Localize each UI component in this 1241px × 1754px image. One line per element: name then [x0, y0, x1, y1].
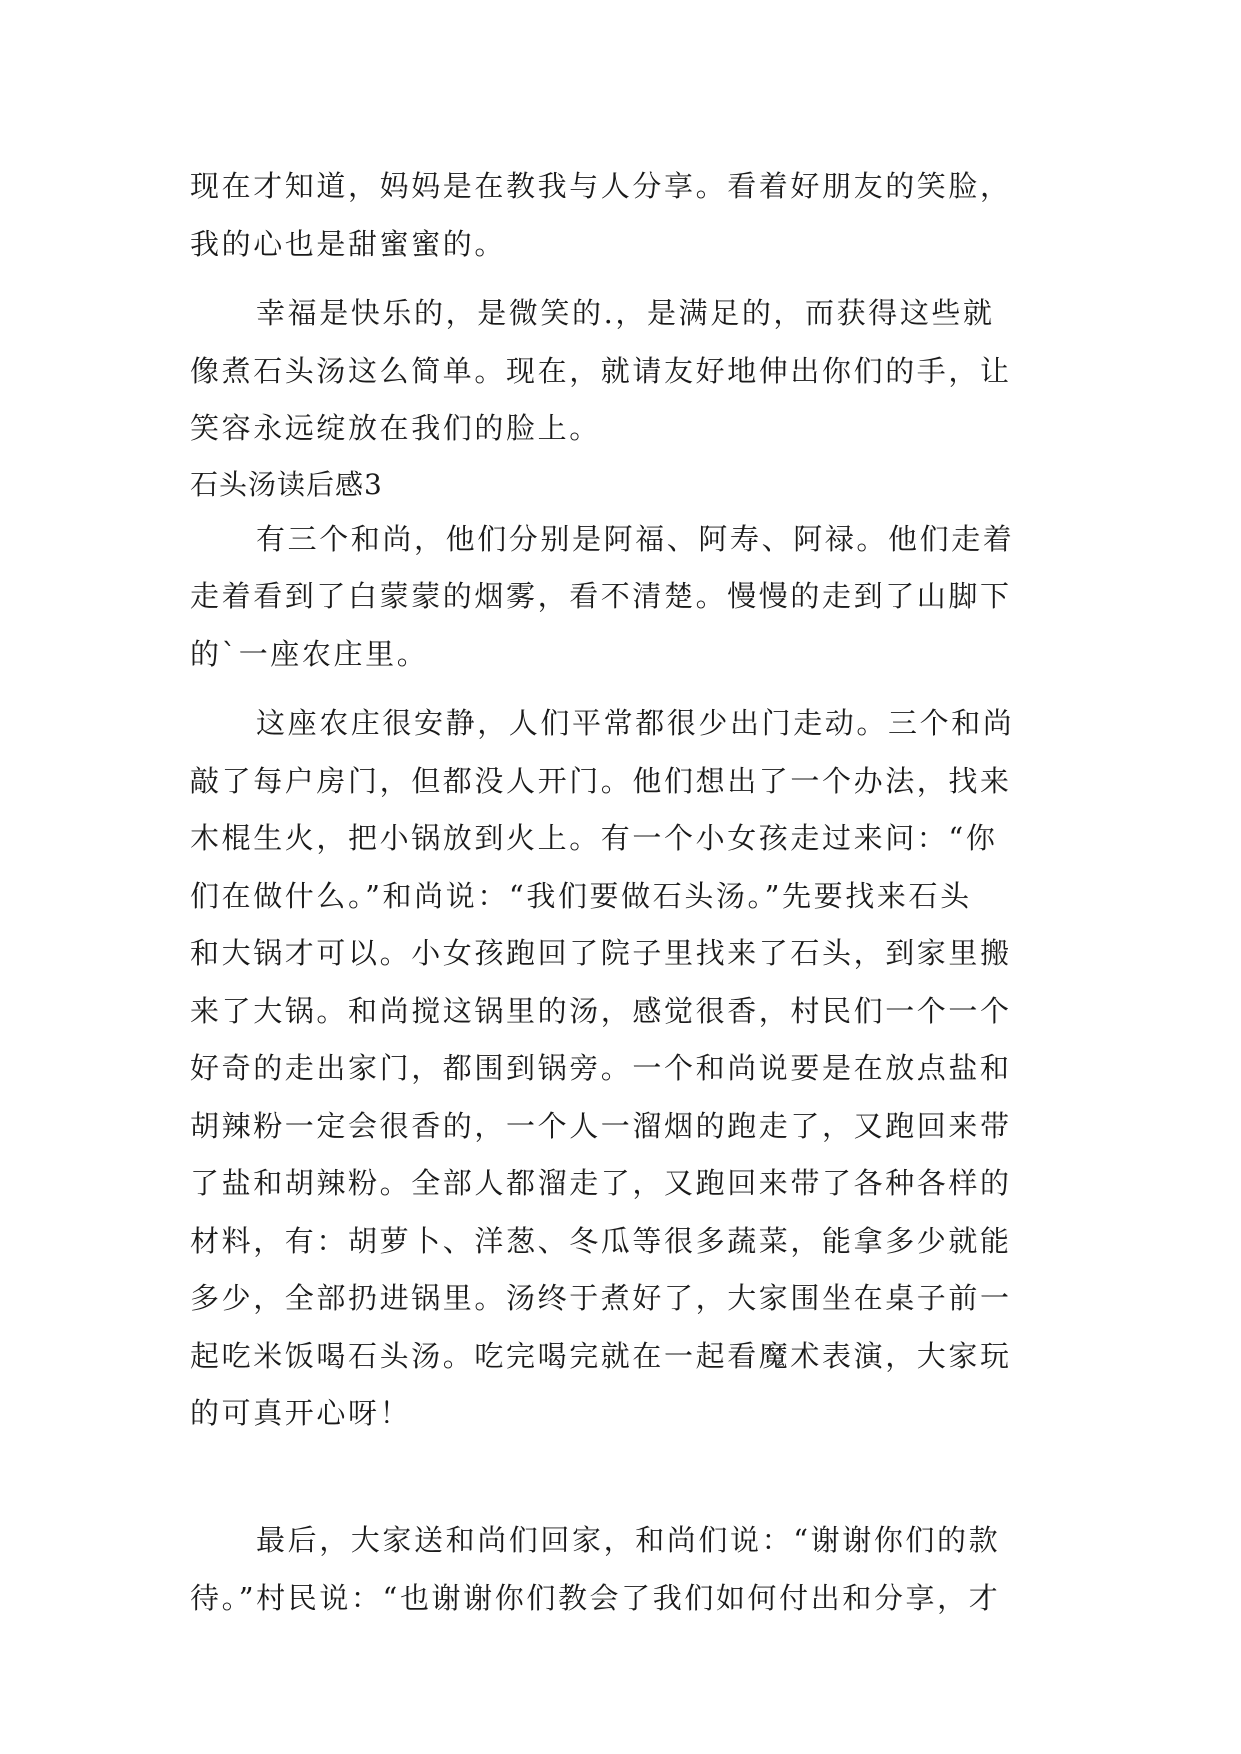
- text-line: 我的心也是甜蜜蜜的。: [190, 226, 507, 261]
- document-body: [190, 158, 1060, 1627]
- text-line: 待。”村民说：“也谢谢你们教会了我们如何付出和分享，才: [190, 1580, 1001, 1615]
- text-line: 最后，大家送和尚们回家，和尚们说：“谢谢你们的款: [256, 1523, 1001, 1557]
- paragraph: [190, 511, 1060, 684]
- text-line: 木棍生火，把小锅放到火上。有一个小女孩走过来问：“你: [190, 821, 998, 855]
- text-line: 起吃米饭喝石头汤。吃完喝完就在一起看魔术表演，大家玩: [190, 1338, 1012, 1373]
- text-line: 来了大锅。和尚搅这锅里的汤，感觉很香，村民们一个一个: [190, 993, 1012, 1028]
- text-line: 现在才知道，妈妈是在教我与人分享。看着好朋友的笑脸，: [190, 169, 1012, 203]
- paragraph: [190, 695, 1060, 1500]
- text-line: 笑容永远绽放在我们的脸上。: [190, 411, 601, 445]
- text-line: 这座农庄很安静，人们平常都很少出门走动。三个和尚: [256, 706, 1015, 740]
- text-line: [190, 1443, 1060, 1501]
- paragraph: [190, 1512, 1060, 1627]
- text-line: 幸福是快乐的，是微笑的.，是满足的，而获得这些就: [256, 296, 995, 330]
- text-line: 的可真开心呀！: [190, 1396, 412, 1430]
- text-line: 走着看到了白蒙蒙的烟雾，看不清楚。慢慢的走到了山脚下: [190, 579, 1012, 613]
- text-line: 们在做什么。”和尚说：“我们要做石头汤。”先要找来石头: [190, 878, 972, 913]
- text-line: 和大锅才可以。小女孩跑回了院子里找来了石头，到家里搬: [190, 936, 1012, 970]
- paragraph: [190, 158, 1060, 273]
- text-line: 有三个和尚，他们分别是阿福、阿寿、阿禄。他们走着: [256, 521, 1015, 556]
- text-line: 胡辣粉一定会很香的，一个人一溜烟的跑走了，又跑回来带: [190, 1108, 1012, 1143]
- text-line: 像煮石头汤这么简单。现在，就请友好地伸出你们的手，让: [190, 353, 1012, 388]
- paragraph: [190, 285, 1060, 458]
- text-line: 材料，有：胡萝卜、洋葱、冬瓜等很多蔬菜，能拿多少就能: [190, 1223, 1012, 1258]
- text-line: 敲了每户房门，但都没人开门。他们想出了一个办法，找来: [190, 763, 1012, 798]
- text-line: 好奇的走出家门，都围到锅旁。一个和尚说要是在放点盐和: [190, 1051, 1012, 1085]
- text-line: 了盐和胡辣粉。全部人都溜走了，又跑回来带了各种各样的: [190, 1166, 1012, 1200]
- section-heading: 石头汤读后感3: [190, 467, 383, 501]
- text-line: 的`一座农庄里。: [190, 636, 429, 671]
- text-line: 多少，全部扔进锅里。汤终于煮好了，大家围坐在桌子前一: [190, 1281, 1012, 1315]
